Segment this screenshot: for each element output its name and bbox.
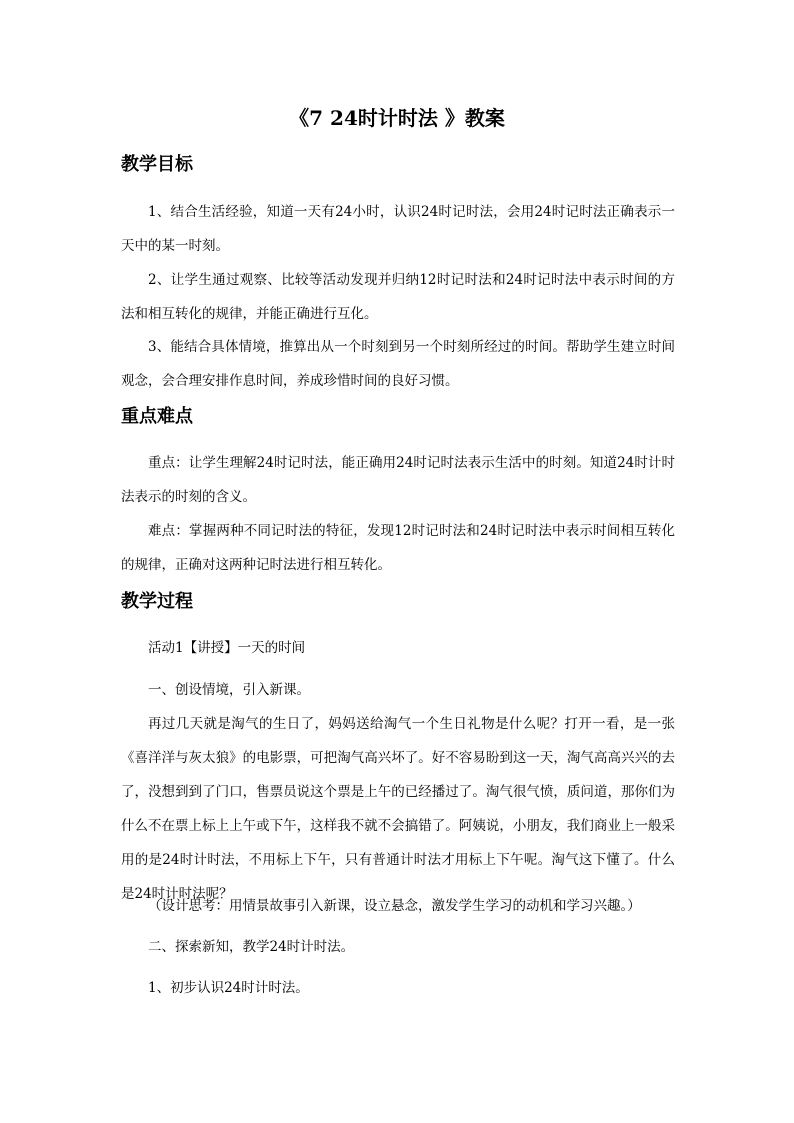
process-step-1: 一、创设情境，引入新课。 [148,682,310,698]
activity-label: 活动1【讲授】一天的时间 [148,640,306,656]
design-note: （设计思考：用情景故事引入新课，设立悬念，激发学生学习的动机和学习兴趣。） [148,898,641,914]
process-step-2: 二、探索新知，教学24时计时法。 [148,939,355,955]
difficulty-paragraph: 难点：掌握两种不同记时法的特征，发现12时记时法和24时记时法中表示时间相互转化的规律，正确对这两种记时法进行相互转化。 [121,523,675,573]
section-heading-process: 教学过程 [121,591,193,612]
goal-paragraph-3: 3、能结合具体情境，推算出从一个时刻到另一个时刻所经过的时间。帮助学生建立时间观念，会合理安排作息时间，养成珍惜时间的良好习惯。 [121,339,675,389]
section-heading-key-points: 重点难点 [121,406,193,427]
process-substep-1: 1、初步认识24时计时法。 [148,980,309,996]
key-point-paragraph: 重点：让学生理解24时记时法，能正确用24时记时法表示生活中的时刻。知道24时计时法表示的时刻的含义。 [121,455,675,505]
goal-paragraph-2: 2、让学生通过观察、比较等活动发现并归纳12时记时法和24时记时法中表示时间的方法和相互转化的规律，并能正确进行互化。 [121,272,675,322]
goal-paragraph-1: 1、结合生活经验，知道一天有24小时，认识24时记时法，会用24时记时法正确表示一天中的某一时刻。 [121,204,675,254]
document-title: 《7 24时计时法 》教案 [289,106,505,130]
section-heading-goals: 教学目标 [121,154,193,175]
story-paragraph: 再过几天就是淘气的生日了，妈妈送给淘气一个生日礼物是什么呢？打开一看，是一张《喜洋洋与灰太狼》的电影票，可把淘气高兴坏了。好不容易盼到这一天，淘气高高兴兴的去了，没想到到了门口，售票员说这个票是上午的已经播过了。淘气很气愤，质问道，那你们为什么不在票上标上上午或下午，这样我不就不会搞错了。阿姨说，小朋友，我们商业上一般采用的是24时计时法，不用标上下午，只有普通计时法才用标上下午呢。淘气这下懂了。什么是24时计时法呢？ [121,716,675,902]
